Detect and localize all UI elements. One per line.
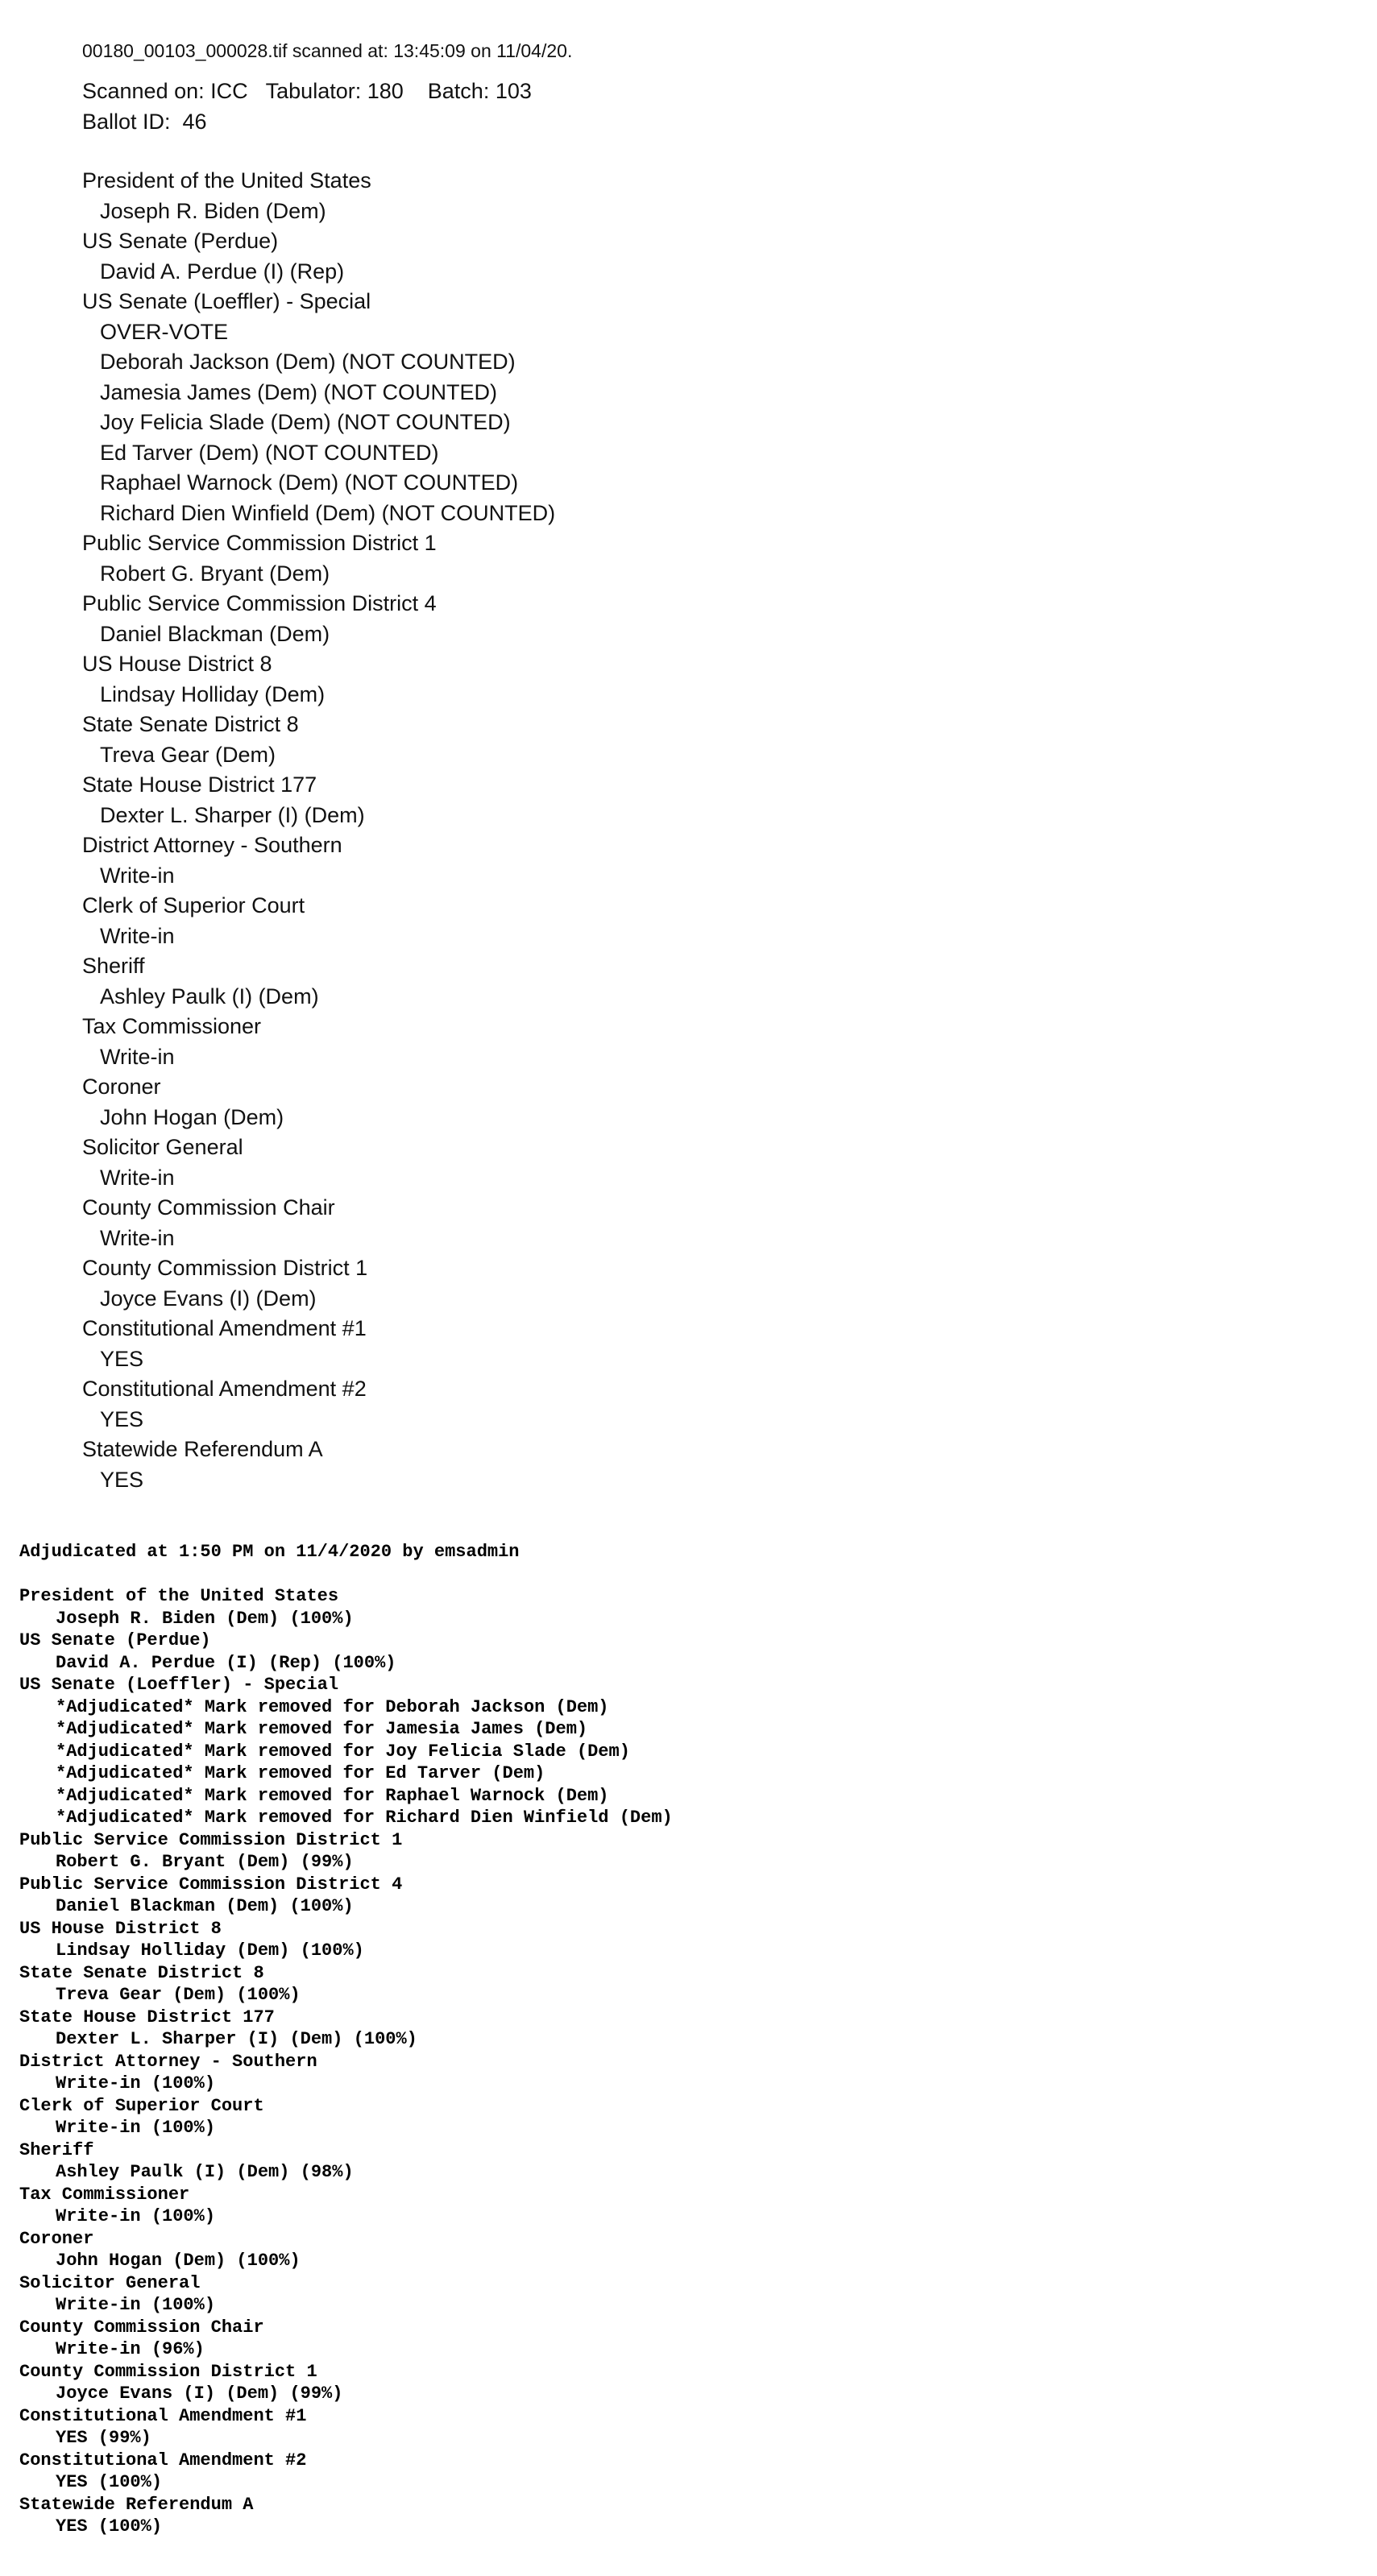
scan-selection: Write-in: [100, 863, 175, 888]
adjudication-selection: *Adjudicated* Mark removed for Richard Dien Winfield (Dem): [56, 1808, 673, 1828]
adjudication-selection: YES (100%): [56, 2516, 163, 2537]
scan-selection: Write-in: [100, 1044, 175, 1069]
scan-contest-title: Public Service Commission District 4: [82, 591, 437, 615]
scan-selection: OVER-VOTE: [100, 319, 229, 344]
adjudication-selection: *Adjudicated* Mark removed for Ed Tarver (Dem): [56, 1763, 545, 1783]
scan-selection: David A. Perdue (I) (Rep): [100, 259, 345, 284]
adjudication-contest-title: Sheriff: [19, 2139, 94, 2160]
scan-selection: YES: [100, 1406, 144, 1431]
scan-contest-title: State House District 177: [82, 772, 317, 797]
adjudication-selection: YES (100%): [56, 2472, 163, 2492]
adjudication-contest-title: Constitutional Amendment #1: [19, 2405, 307, 2426]
adjudication-contest-title: Constitutional Amendment #2: [19, 2450, 307, 2470]
adjudication-contest-title: US Senate (Loeffler) - Special: [19, 1675, 339, 1695]
adjudication-contest-title: State Senate District 8: [19, 1962, 264, 1983]
scan-selection: Jamesia James (Dem) (NOT COUNTED): [100, 379, 498, 404]
adjudication-contest-title: Public Service Commission District 4: [19, 1874, 403, 1895]
adjudication-contest-title: District Attorney - Southern: [19, 2051, 317, 2072]
scan-contest-title: County Commission District 1: [82, 1256, 368, 1280]
adjudication-selection: Treva Gear (Dem) (100%): [56, 1985, 301, 2005]
scan-selection: Robert G. Bryant (Dem): [100, 561, 330, 586]
adjudication-contest-list: [19, 1585, 673, 2538]
scan-selection: YES: [100, 1346, 144, 1371]
scan-selection: Ashley Paulk (I) (Dem): [100, 984, 319, 1008]
adjudication-selection: Robert G. Bryant (Dem) (99%): [56, 1852, 354, 1872]
scan-selection: Joseph R. Biden (Dem): [100, 198, 326, 223]
scan-meta-line: Scanned on: ICC Tabulator: 180 Batch: 103: [82, 79, 532, 103]
adjudication-header: Adjudicated at 1:50 PM on 11/4/2020 by emsadmin: [19, 1542, 520, 1562]
adjudication-selection: *Adjudicated* Mark removed for Jamesia James (Dem): [56, 1719, 588, 1739]
adjudication-selection: Joseph R. Biden (Dem) (100%): [56, 1608, 354, 1629]
scan-contest-title: US House District 8: [82, 652, 272, 676]
scan-selection: John Hogan (Dem): [100, 1104, 284, 1129]
adjudication-selection: *Adjudicated* Mark removed for Deborah Jackson (Dem): [56, 1696, 609, 1717]
scan-selection: Write-in: [100, 1165, 175, 1190]
scan-contest-title: US Senate (Perdue): [82, 229, 279, 253]
scan-selection: Joyce Evans (I) (Dem): [100, 1286, 317, 1311]
adjudication-contest-title: Coroner: [19, 2228, 94, 2249]
scan-contest-title: President of the United States: [82, 168, 371, 193]
adjudication-selection: Write-in (100%): [56, 2073, 216, 2094]
scan-contest-list: [82, 166, 572, 1495]
scan-selection: YES: [100, 1467, 144, 1492]
adjudication-selection: Write-in (100%): [56, 2118, 216, 2138]
scan-contest-title: District Attorney - Southern: [82, 833, 342, 857]
scan-contest-title: Public Service Commission District 1: [82, 531, 437, 555]
adjudication-selection: Lindsay Holliday (Dem) (100%): [56, 1940, 364, 1961]
scan-contest-title: State Senate District 8: [82, 712, 299, 736]
adjudication-section: [19, 1541, 673, 2538]
scan-contest-title: Solicitor General: [82, 1135, 243, 1159]
adjudication-contest-title: Tax Commissioner: [19, 2184, 190, 2205]
scan-contest-title: US Senate (Loeffler) - Special: [82, 289, 371, 313]
scan-selection: Joy Felicia Slade (Dem) (NOT COUNTED): [100, 410, 511, 434]
scan-selection: Richard Dien Winfield (Dem) (NOT COUNTED): [100, 500, 556, 525]
scan-selection: Daniel Blackman (Dem): [100, 621, 330, 646]
scan-contest-title: Clerk of Superior Court: [82, 893, 305, 917]
adjudication-selection: Write-in (96%): [56, 2339, 205, 2359]
scan-contest-title: Statewide Referendum A: [82, 1437, 323, 1461]
adjudication-selection: *Adjudicated* Mark removed for Joy Felicia Slade (Dem): [56, 1741, 630, 1762]
scan-contest-title: Tax Commissioner: [82, 1014, 262, 1038]
scan-selection: Write-in: [100, 923, 175, 948]
adjudication-selection: Daniel Blackman (Dem) (100%): [56, 1896, 354, 1916]
scan-selection: Write-in: [100, 1225, 175, 1250]
scan-header: 00180_00103_000028.tif scanned at: 13:45:09 on 11/04/20.: [82, 40, 573, 61]
adjudication-selection: John Hogan (Dem) (100%): [56, 2251, 301, 2271]
adjudication-selection: Ashley Paulk (I) (Dem) (98%): [56, 2162, 354, 2182]
adjudication-selection: Dexter L. Sharper (I) (Dem) (100%): [56, 2029, 417, 2049]
scan-selection: Deborah Jackson (Dem) (NOT COUNTED): [100, 350, 516, 374]
adjudication-selection: YES (99%): [56, 2428, 151, 2448]
adjudication-selection: *Adjudicated* Mark removed for Raphael Warnock (Dem): [56, 1785, 609, 1806]
adjudication-contest-title: President of the United States: [19, 1586, 339, 1606]
adjudication-contest-title: US House District 8: [19, 1918, 222, 1939]
adjudication-contest-title: Statewide Referendum A: [19, 2494, 254, 2515]
scan-contest-title: Coroner: [82, 1075, 161, 1099]
scan-selection: Raphael Warnock (Dem) (NOT COUNTED): [100, 470, 519, 495]
scan-contest-title: Sheriff: [82, 954, 145, 978]
scan-selection: Lindsay Holliday (Dem): [100, 681, 326, 706]
adjudication-contest-title: US Senate (Perdue): [19, 1630, 211, 1650]
scan-section: [82, 39, 572, 1495]
adjudication-selection: Write-in (100%): [56, 2295, 216, 2315]
adjudication-contest-title: State House District 177: [19, 2007, 275, 2027]
scan-contest-title: County Commission Chair: [82, 1195, 335, 1220]
adjudication-contest-title: County Commission District 1: [19, 2361, 317, 2382]
scan-contest-title: Constitutional Amendment #1: [82, 1316, 367, 1340]
scan-selection: Ed Tarver (Dem) (NOT COUNTED): [100, 440, 439, 465]
adjudication-selection: Joyce Evans (I) (Dem) (99%): [56, 2383, 343, 2404]
ballot-id-line: Ballot ID: 46: [82, 110, 207, 134]
adjudication-contest-title: Solicitor General: [19, 2272, 201, 2293]
adjudication-selection: David A. Perdue (I) (Rep) (100%): [56, 1652, 396, 1673]
adjudication-selection: Write-in (100%): [56, 2206, 216, 2226]
adjudication-contest-title: Clerk of Superior Court: [19, 2095, 264, 2116]
adjudication-contest-title: County Commission Chair: [19, 2317, 264, 2338]
scan-contest-title: Constitutional Amendment #2: [82, 1377, 367, 1401]
scan-selection: Treva Gear (Dem): [100, 742, 276, 767]
scan-selection: Dexter L. Sharper (I) (Dem): [100, 802, 365, 827]
adjudication-contest-title: Public Service Commission District 1: [19, 1829, 403, 1850]
